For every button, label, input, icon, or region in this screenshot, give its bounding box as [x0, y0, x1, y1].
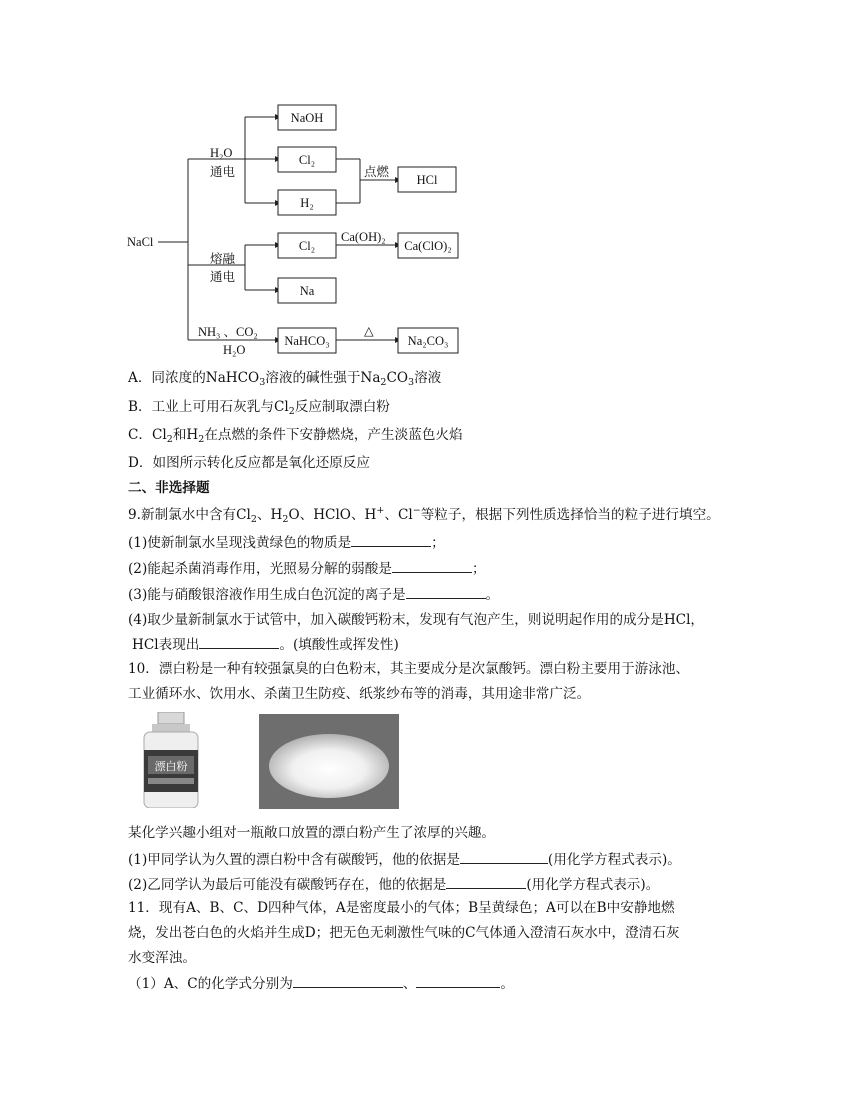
diagram-cond-electrolysis-2: 通电	[210, 270, 236, 284]
diagram-cond-electrolysis-1: 通电	[210, 165, 236, 179]
subscript: 2	[282, 514, 289, 525]
q9-text: 、H	[256, 507, 283, 523]
q9-part1	[128, 532, 445, 553]
punctuation: 。	[500, 976, 514, 992]
formula: H	[186, 427, 199, 443]
punctuation: 。	[485, 587, 500, 603]
q9-part3-text: (3)能与硝酸银溶液作用生成白色沉淀的离子是	[128, 587, 406, 603]
option-b	[128, 397, 390, 417]
q10-intro: 某化学兴趣小组对一瓶敞口放置的漂白粉产生了浓厚的兴趣。	[128, 825, 496, 841]
superscript: −	[412, 505, 421, 516]
answer-blank[interactable]	[406, 584, 486, 599]
punctuation: ；	[431, 535, 445, 551]
q10-part1-text: (用化学方程式表示)。	[547, 852, 681, 868]
q9-part1-text: (1)使新制氯水呈现浅黄绿色的物质是	[128, 535, 352, 551]
option-d: D．如图所示转化反应都是氧化还原反应	[128, 455, 370, 471]
subscript: 2	[288, 406, 295, 417]
option-b-text: 反应制取漂白粉	[294, 399, 390, 415]
option-c-text: 和	[172, 427, 187, 443]
diagram-box-naoh: NaOH	[290, 111, 324, 125]
formula: Cl	[152, 427, 167, 443]
diagram-box-cl2: Cl₂	[298, 153, 316, 167]
option-a-text: 溶液	[414, 370, 442, 386]
formula: CO	[386, 370, 409, 386]
diagram-box-hcl: HCl	[416, 173, 438, 187]
q9-part4-cont	[132, 634, 399, 655]
diagram-box-cl2-b: Cl₂	[298, 239, 316, 253]
subscript: 3	[259, 377, 266, 388]
diagram-box-na: Na	[299, 284, 315, 298]
q9-text: 9.新制氯水中含有Cl	[128, 507, 251, 523]
q10-part2	[128, 874, 659, 895]
q9-text: O、HClO、H	[288, 507, 377, 523]
q9-part4-text: 。(填酸性或挥发性)	[279, 637, 399, 653]
answer-blank[interactable]	[416, 973, 500, 988]
subscript: 2	[198, 434, 205, 445]
answer-blank[interactable]	[446, 874, 526, 889]
option-a	[128, 368, 441, 388]
q9-text: 、Cl	[384, 507, 413, 523]
diagram-box-na2co3: Na₂CO₃	[407, 334, 449, 348]
formula: NaHCO	[205, 370, 260, 386]
q9-part2-text: (2)能起杀菌消毒作用，光照易分解的弱酸是	[128, 561, 392, 577]
option-b-text: B．工业上可用石灰乳与	[128, 399, 274, 415]
subscript: 2	[250, 514, 257, 525]
diagram-box-nahco3: NaHCO₃	[284, 334, 330, 348]
diagram-nacl: NaCl	[127, 235, 154, 249]
q9-part4: (4)取少量新制氯水于试管中，加入碳酸钙粉末，发现有气泡产生，则说明起作用的成分是HCl，	[128, 612, 705, 628]
q10-part2-text: (用化学方程式表示)。	[526, 877, 660, 893]
answer-blank[interactable]	[199, 634, 279, 649]
q9-stem	[128, 505, 720, 525]
option-a-text: 溶液的碱性强于	[265, 370, 361, 386]
answer-blank[interactable]	[351, 532, 431, 547]
diagram-box-h2: H₂	[300, 196, 314, 210]
diagram-cond-h2o-3: H₂O	[223, 343, 246, 357]
option-c	[128, 425, 463, 445]
q11-part1-text: （1）A、C的化学式分别为	[128, 976, 293, 992]
punctuation: 、	[402, 976, 417, 992]
subscript: 2	[380, 377, 387, 388]
subscript: 2	[166, 434, 173, 445]
nacl-conversion-diagram	[120, 100, 470, 362]
q10-part1-text: (1)甲同学认为久置的漂白粉中含有碳酸钙，他的依据是	[128, 852, 460, 868]
q9-part2	[128, 558, 486, 579]
q11-stem-line2: 烧，发出苍白色的火焰并生成D；把无色无刺激性气味的C气体通入澄清石灰水中，澄清石灰	[128, 925, 680, 941]
q11-stem-line3: 水变浑浊。	[128, 950, 196, 966]
diagram-cond-h2o: H₂O	[210, 146, 233, 160]
diagram-cond-ignite: 点燃	[364, 165, 390, 179]
q11-part1	[128, 973, 514, 994]
q9-part3	[128, 584, 499, 605]
formula: Na	[360, 370, 381, 386]
option-c-text: C．	[128, 427, 152, 443]
diagram-cond-caoh2: Ca(OH)₂	[341, 230, 386, 244]
diagram-box-caclo2: Ca(ClO)₂	[404, 239, 452, 253]
bleach-bottle-image	[140, 712, 226, 808]
q10-stem-line1: 10．漂白粉是一种有较强氯臭的白色粉末，其主要成分是次氯酸钙。漂白粉主要用于游泳池、	[128, 661, 690, 677]
q10-stem-line2: 工业循环水、饮用水、杀菌卫生防疫、纸浆纱布等的消毒，其用途非常广泛。	[128, 686, 591, 702]
diagram-cond-nh3-co2: NH₃ 、CO₂	[198, 325, 258, 339]
bleach-powder-image	[259, 714, 399, 809]
q10-part1	[128, 849, 681, 870]
section-title: 二、非选择题	[128, 480, 210, 496]
option-a-text: A．同浓度的	[128, 370, 206, 386]
superscript: +	[376, 505, 385, 516]
option-c-text: 在点燃的条件下安静燃烧，产生淡蓝色火焰	[204, 427, 463, 443]
bottle-label: 漂白粉	[154, 761, 188, 773]
diagram-cond-heat: △	[364, 324, 374, 338]
answer-blank[interactable]	[293, 973, 403, 988]
q9-part4-text: HCl表现出	[132, 637, 200, 653]
formula: Cl	[273, 399, 289, 415]
answer-blank[interactable]	[460, 849, 548, 864]
q9-text: 等粒子，根据下列性质选择恰当的粒子进行填空。	[420, 507, 720, 523]
q10-part2-text: (2)乙同学认为最后可能没有碳酸钙存在，他的依据是	[128, 877, 447, 893]
diagram-cond-molten: 熔融	[210, 252, 236, 266]
punctuation: ；	[471, 561, 486, 577]
q11-stem-line1: 11．现有A、B、C、D四种气体，A是密度最小的气体；B呈黄绿色；A可以在B中安静地燃	[128, 900, 675, 916]
answer-blank[interactable]	[392, 558, 472, 573]
subscript: 3	[408, 377, 415, 388]
